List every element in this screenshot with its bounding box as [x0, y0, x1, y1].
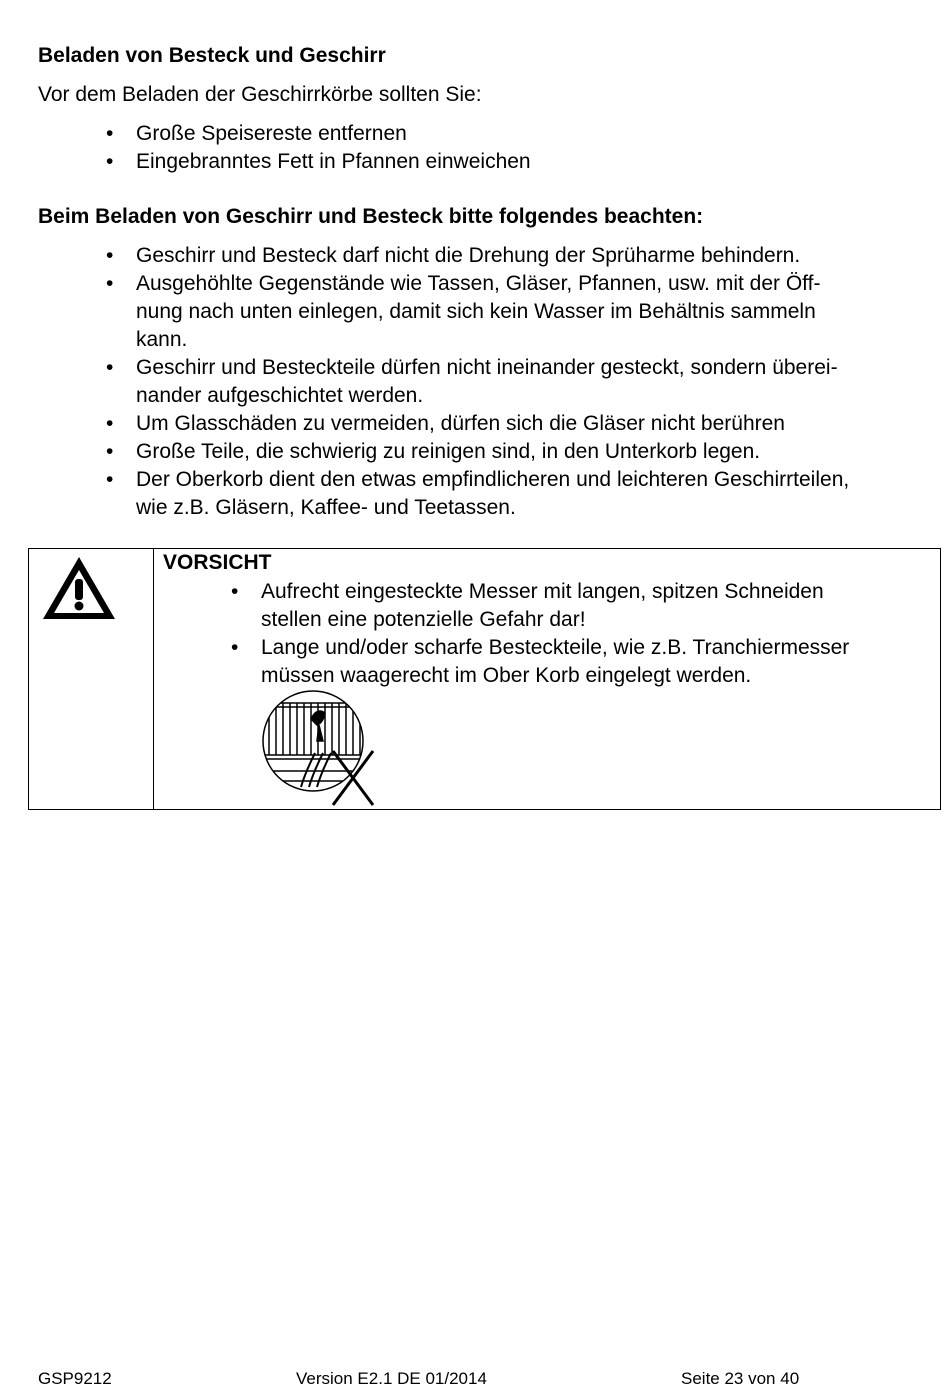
list-item: • Große Teile, die schwierig zu reinigen sind, in den Unterkorb legen.	[136, 438, 849, 466]
section-heading-beachten: Beim Beladen von Geschirr und Besteck bitte folgendes beachten:	[38, 205, 704, 228]
bullet-icon: •	[106, 272, 114, 295]
list-item: • Ausgehöhlte Gegenstände wie Tassen, Gläser, Pfannen, usw. mit der Öff- nung nach unten einlegen, damit sich kein Wasser im Behältnis sammeln kann.	[106, 272, 821, 351]
list-item: • Lange und/oder scharfe Besteckteile, wie z.B. Tranchiermesser müssen waagerecht im Ober Korb eingelegt werden.	[231, 636, 850, 687]
bullet-icon: •	[106, 468, 114, 491]
section-intro: Vor dem Beladen der Geschirrkörbe sollten Sie:	[38, 83, 482, 106]
list-item: • Um Glasschäden zu vermeiden, dürfen sich die Gläser nicht berühren	[136, 410, 849, 438]
section-heading-beladen: Beladen von Besteck und Geschirr	[38, 44, 386, 67]
knives-upright-crossed-out-icon	[261, 689, 381, 809]
warning-box	[28, 548, 941, 810]
loading-rules-list	[106, 242, 850, 522]
bullet-icon: •	[106, 150, 114, 173]
warning-triangle-icon	[39, 553, 119, 623]
list-item: • Geschirr und Besteckteile dürfen nicht ineinander gesteckt, sondern überei- nander aufgeschichtet werden.	[106, 356, 838, 407]
list-item: • Aufrecht eingesteckte Messer mit langen, spitzen Schneiden stellen eine potenzielle Gefahr dar!	[231, 580, 824, 631]
footer-model: GSP9212	[38, 1369, 112, 1388]
bullet-icon: •	[106, 122, 114, 145]
bullet-icon: •	[106, 440, 114, 463]
list-item: • Geschirr und Besteck darf nicht die Drehung der Sprüharme behindern.	[136, 242, 849, 270]
bullet-icon: •	[231, 580, 239, 603]
list-item: • Große Speisereste entfernen	[136, 120, 531, 148]
footer-page-number: Seite 23 von 40	[681, 1369, 800, 1388]
list-item: • Eingebranntes Fett in Pfannen einweichen	[136, 148, 531, 176]
warning-list	[231, 578, 850, 690]
bullet-icon: •	[106, 412, 114, 435]
prep-list	[106, 120, 531, 176]
bullet-icon: •	[106, 356, 114, 379]
warning-divider	[153, 549, 154, 809]
list-item: • Der Oberkorb dient den etwas empfindlicheren und leichteren Geschirrteilen, wie z.B. Gläsern, Kaffee- und Teetassen.	[106, 468, 850, 519]
footer-version: Version E2.1 DE 01/2014	[296, 1369, 487, 1388]
bullet-icon: •	[231, 636, 239, 659]
bullet-icon: •	[106, 244, 114, 267]
warning-title: VORSICHT	[163, 551, 272, 574]
